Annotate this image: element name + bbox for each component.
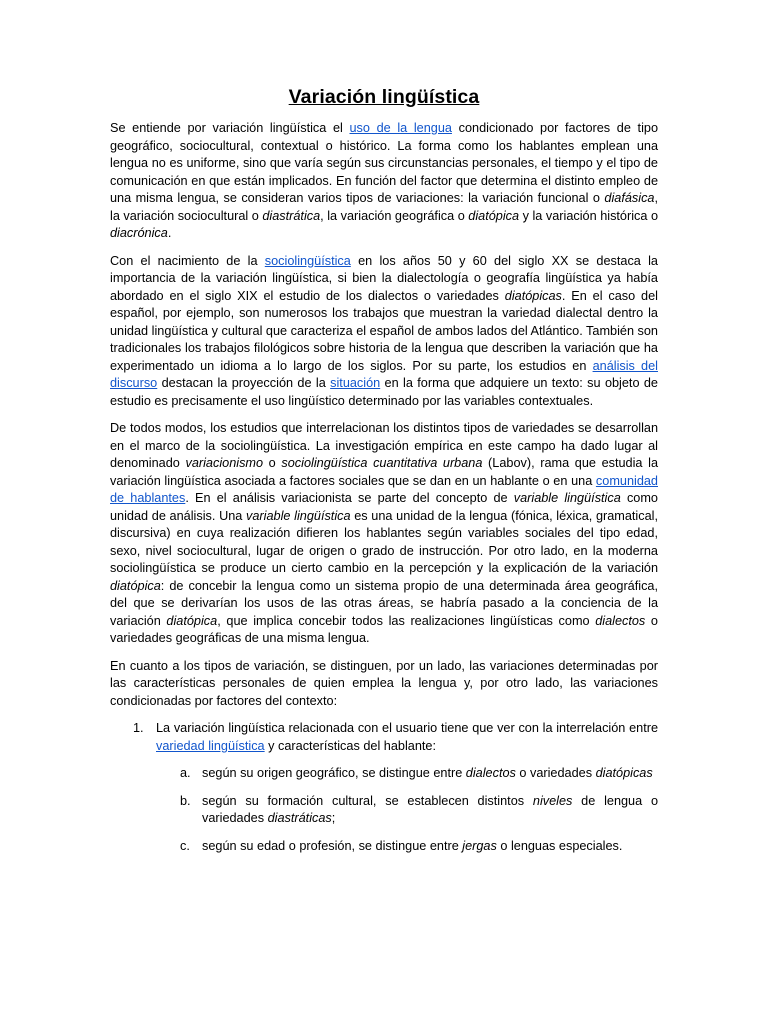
sub-list-text [202,794,658,826]
inline-link[interactable]: situación [330,376,381,390]
list-item [110,720,658,855]
italic-term: variable lingüística [513,491,621,505]
sub-list-item [156,793,658,828]
text-run: destacan la proyección de la [157,376,331,390]
text-run: o [263,456,282,470]
sub-list [156,765,658,855]
list-number: 1. [133,721,144,735]
sub-list-letter: c. [180,838,190,853]
text-run: según su formación cultural, se establecen distintos [202,793,533,808]
text-run: ; [331,811,336,825]
inline-link[interactable]: sociolingüística [264,253,351,268]
variation-list [110,720,658,855]
italic-term: variable lingüística [246,508,351,523]
paragraph [110,253,658,411]
text-run: , la variación geográfica o [320,208,469,223]
text-run: y la variación histórica o [519,208,659,223]
paragraph [110,420,658,648]
list-item-text [156,721,658,753]
text-run: o variedades geográficas de una misma lengua. [110,613,658,645]
italic-term: variacionismo [185,456,264,470]
text-run: es una unidad de la lengua (fónica, léxica, gramatical, discursiva) en cuya realización difieren los hablantes según variables sociales del tipo edad, sexo, nivel sociocultural, lugar de origen o grado de instrucción. Por otro lado, en la moderna sociolingüística se produce un cierto cambio en la percepción y la explicación de la variación [110,508,658,575]
text-run: en la forma que adquiere un texto: su objeto de estudio es precisamente el uso lingüístico determinado por las variables contextuales. [110,376,658,408]
text-run: De todos modos, los estudios que interrelacionan los distintos tipos de variedades se desarrollan en el marco de la sociolingüística. La investigación empírica en este campo ha dado lugar al denominado [110,421,658,470]
page-title: Variación lingüística [288,86,480,108]
text-run: : de concebir la lengua como un sistema propio de una determinada área geográfica, del que se derivarían los usos de las otras áreas, se habría pasado a la conciencia de la variación [110,578,658,628]
text-run: como unidad de análisis. Una [110,491,658,523]
text-run: Se entiende por variación lingüística el [110,121,350,135]
text-run: según su edad o profesión, se distingue entre [202,838,463,853]
inline-link[interactable]: uso de la lengua [349,121,452,135]
text-run: Con el nacimiento de la [110,253,265,268]
sub-list-item [156,765,658,783]
inline-link[interactable]: análisis del discurso [110,358,658,390]
text-run: condicionado por factores de tipo geográfico, sociocultural, contextual o histórico. La forma como los hablantes emplean una lengua no es uniforme, sino que varía según sus circunstancias personales, el tiempo y el tipo de comunicación en que están implicados. En función del factor que determina el distinto empleo de una misma lengua, se consideran varios tipos de variaciones: la variación funcional o [110,121,659,205]
text-run: o lenguas especiales. [496,838,623,853]
italic-term: diatópica [468,208,520,223]
text-run: En cuanto a los tipos de variación, se distinguen, por un lado, las variaciones determinadas por las características personales de quien emplea la lengua y, por otro lado, las variaciones condicionadas por factores del contexto: [110,658,658,708]
italic-term: dialectos [465,766,516,780]
italic-term: diastráticas [267,811,332,825]
document-body [110,120,658,710]
italic-term: jergas [462,838,497,853]
italic-term: diatópica [166,613,218,628]
text-run: (Labov), rama que estudia la variación lingüística asociada a factores sociales que se dan en un hablante o en una [110,456,659,488]
text-run: de lengua o variedades [202,793,659,825]
italic-term: diastrática [262,208,321,223]
italic-term: niveles [532,793,573,808]
inline-link[interactable]: variedad lingüística [156,738,265,753]
text-run: y características del hablante: [264,738,436,753]
text-run: según su origen geográfico, se distingue entre [202,766,466,780]
paragraph [110,658,658,711]
italic-term: diacrónica [110,226,168,240]
sub-list-text [202,839,622,853]
text-run: . [167,226,172,240]
sub-list-text [202,766,653,780]
italic-term: dialectos [595,613,646,628]
sub-list-letter: b. [180,793,191,808]
italic-term: diatópicas [504,288,562,303]
text-run: o variedades [515,766,596,780]
italic-term: sociolingüística cuantitativa urbana [281,456,483,470]
italic-term: diafásica [604,191,655,205]
text-run: en los años 50 y 60 del siglo XX se destaca la importancia de la variación lingüística, si bien la dialectología o geografía lingüística ya había abordado en el siglo XIX el estudio de los dialectos o variedades [110,253,658,303]
text-run: , la variación sociocultural o [110,191,658,223]
text-run: . En el análisis variacionista se parte del concepto de [185,491,514,505]
text-run: , que implica concebir todos las realizaciones lingüísticas como [217,613,596,628]
italic-term: diatópicas [595,766,653,780]
italic-term: diatópica [110,578,161,593]
paragraph [110,120,658,243]
text-run: La variación lingüística relacionada con el usuario tiene que ver con la interrelación entre [156,721,658,735]
text-run: . En el caso del español, por ejemplo, son numerosos los trabajos que muestran la variedad dialectal dentro la unidad lingüística y cultural que caracteriza el español de ambos lados del Atlántico. También son tradicionales los trabajos filológicos sobre historia de la lengua que describen la variación que ha experimentado un idioma a lo largo de los siglos. Por su parte, los estudios en [110,288,658,373]
sub-list-letter: a. [180,766,191,780]
sub-list-item [156,838,658,856]
inline-link[interactable]: comunidad de hablantes [110,473,658,505]
